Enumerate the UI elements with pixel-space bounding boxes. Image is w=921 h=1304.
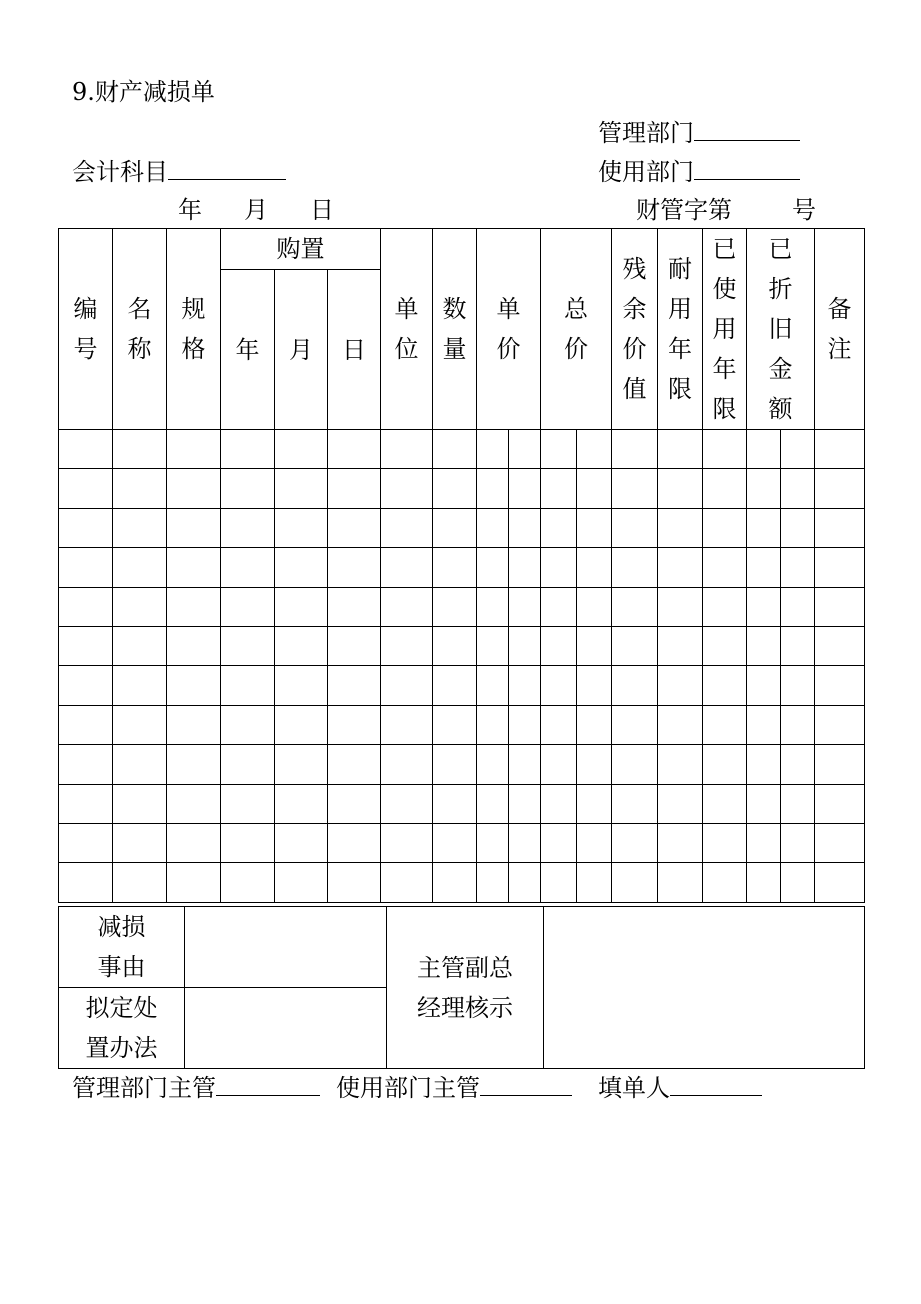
table-cell[interactable] xyxy=(381,587,433,626)
table-cell[interactable] xyxy=(433,508,477,547)
mgmt-supervisor-input[interactable] xyxy=(216,1073,320,1096)
table-cell[interactable] xyxy=(747,863,781,902)
table-cell[interactable] xyxy=(275,548,328,587)
table-cell[interactable] xyxy=(612,508,658,547)
table-cell[interactable] xyxy=(477,508,509,547)
table-cell[interactable] xyxy=(658,745,703,784)
table-cell[interactable] xyxy=(167,508,221,547)
table-cell[interactable] xyxy=(113,548,167,587)
table-cell[interactable] xyxy=(703,548,747,587)
acct-subject-input[interactable] xyxy=(168,157,286,180)
table-cell[interactable] xyxy=(703,587,747,626)
table-cell[interactable] xyxy=(113,430,167,469)
table-cell[interactable] xyxy=(113,469,167,508)
table-cell[interactable] xyxy=(113,863,167,902)
table-cell[interactable] xyxy=(781,705,815,744)
table-cell[interactable] xyxy=(477,626,509,665)
table-cell[interactable] xyxy=(747,784,781,823)
table-cell[interactable] xyxy=(167,863,221,902)
header-no: 编 号 xyxy=(59,229,113,430)
table-cell[interactable] xyxy=(275,626,328,665)
table-cell[interactable] xyxy=(275,863,328,902)
table-cell[interactable] xyxy=(577,626,612,665)
table-cell[interactable] xyxy=(541,666,577,705)
table-cell[interactable] xyxy=(541,587,577,626)
mgmt-dept-label: 管理部门 xyxy=(598,119,694,147)
date-line xyxy=(178,196,334,224)
table-cell[interactable] xyxy=(433,745,477,784)
table-cell[interactable] xyxy=(781,863,815,902)
table-cell[interactable] xyxy=(221,508,275,547)
date-year: 年 xyxy=(178,196,202,224)
table-cell[interactable] xyxy=(781,469,815,508)
header-remark: 备 注 xyxy=(815,229,865,430)
disposal-label: 拟定处 置办法 xyxy=(59,988,185,1069)
table-cell[interactable] xyxy=(612,430,658,469)
table-cell[interactable] xyxy=(541,784,577,823)
table-row xyxy=(59,469,865,508)
table-row xyxy=(59,548,865,587)
table-cell[interactable] xyxy=(509,784,541,823)
table-row xyxy=(59,587,865,626)
table-cell[interactable] xyxy=(612,469,658,508)
date-month: 月 xyxy=(244,196,268,224)
table-cell[interactable] xyxy=(59,469,113,508)
table-cell[interactable] xyxy=(612,666,658,705)
table-cell[interactable] xyxy=(113,705,167,744)
table-cell[interactable] xyxy=(541,745,577,784)
table-cell[interactable] xyxy=(381,705,433,744)
reason-label: 减损 事由 xyxy=(59,907,185,988)
table-cell[interactable] xyxy=(747,430,781,469)
table-cell[interactable] xyxy=(747,508,781,547)
table-cell[interactable] xyxy=(275,430,328,469)
table-cell[interactable] xyxy=(113,784,167,823)
table-cell[interactable] xyxy=(781,548,815,587)
acct-subject-field xyxy=(72,157,286,186)
table-cell[interactable] xyxy=(328,626,381,665)
table-cell[interactable] xyxy=(658,508,703,547)
table-cell[interactable] xyxy=(381,823,433,862)
table-cell[interactable] xyxy=(747,587,781,626)
table-cell[interactable] xyxy=(328,548,381,587)
table-cell[interactable] xyxy=(59,587,113,626)
approval-input[interactable] xyxy=(544,907,865,1069)
table-cell[interactable] xyxy=(703,784,747,823)
table-cell[interactable] xyxy=(781,430,815,469)
header-qty: 数 量 xyxy=(433,229,477,430)
header-purchase: 购置 xyxy=(221,229,381,270)
table-cell[interactable] xyxy=(167,745,221,784)
table-cell[interactable] xyxy=(509,863,541,902)
table-cell[interactable] xyxy=(509,430,541,469)
table-cell[interactable] xyxy=(781,784,815,823)
table-cell[interactable] xyxy=(747,548,781,587)
table-cell[interactable] xyxy=(815,587,865,626)
table-cell[interactable] xyxy=(328,705,381,744)
table-cell[interactable] xyxy=(433,430,477,469)
table-cell[interactable] xyxy=(381,745,433,784)
table-cell[interactable] xyxy=(433,548,477,587)
table-cell[interactable] xyxy=(433,626,477,665)
table-cell[interactable] xyxy=(477,548,509,587)
table-cell[interactable] xyxy=(167,784,221,823)
table-cell[interactable] xyxy=(509,548,541,587)
table-cell[interactable] xyxy=(381,430,433,469)
header-depreciated-amount: 已 折 旧 金 额 xyxy=(747,229,815,430)
table-row xyxy=(59,508,865,547)
table-cell[interactable] xyxy=(541,705,577,744)
table-cell[interactable] xyxy=(509,626,541,665)
table-cell[interactable] xyxy=(781,823,815,862)
table-cell[interactable] xyxy=(477,823,509,862)
table-cell[interactable] xyxy=(658,548,703,587)
table-cell[interactable] xyxy=(221,823,275,862)
table-cell[interactable] xyxy=(381,508,433,547)
table-cell[interactable] xyxy=(815,626,865,665)
table-cell[interactable] xyxy=(221,666,275,705)
form-title: 9.财产减损单 xyxy=(72,78,215,106)
table-cell[interactable] xyxy=(703,626,747,665)
table-row xyxy=(59,666,865,705)
table-cell[interactable] xyxy=(433,587,477,626)
table-cell[interactable] xyxy=(113,745,167,784)
table-cell[interactable] xyxy=(658,469,703,508)
table-cell[interactable] xyxy=(221,745,275,784)
footer-signatures xyxy=(72,1073,762,1102)
table-cell[interactable] xyxy=(658,626,703,665)
table-cell[interactable] xyxy=(477,863,509,902)
table-row xyxy=(59,745,865,784)
table-cell[interactable] xyxy=(167,626,221,665)
table-cell[interactable] xyxy=(433,666,477,705)
table-cell[interactable] xyxy=(59,823,113,862)
table-cell[interactable] xyxy=(747,666,781,705)
table-cell[interactable] xyxy=(541,626,577,665)
mgmt-dept-field xyxy=(598,118,800,147)
filler-label: 填单人 xyxy=(598,1074,670,1102)
table-cell[interactable] xyxy=(328,508,381,547)
table-cell[interactable] xyxy=(781,587,815,626)
use-dept-input[interactable] xyxy=(694,157,800,180)
table-cell[interactable] xyxy=(221,784,275,823)
table-cell[interactable] xyxy=(612,705,658,744)
table-cell[interactable] xyxy=(167,705,221,744)
asset-loss-table xyxy=(58,228,865,903)
table-cell[interactable] xyxy=(167,469,221,508)
table-cell[interactable] xyxy=(658,823,703,862)
table-cell[interactable] xyxy=(509,745,541,784)
table-cell[interactable] xyxy=(113,587,167,626)
approval-section xyxy=(58,906,865,1069)
table-cell[interactable] xyxy=(328,863,381,902)
table-cell[interactable] xyxy=(747,705,781,744)
header-spec: 规 格 xyxy=(167,229,221,430)
table-cell[interactable] xyxy=(815,666,865,705)
acct-subject-label: 会计科目 xyxy=(72,158,168,186)
table-row xyxy=(59,823,865,862)
table-cell[interactable] xyxy=(577,430,612,469)
table-cell[interactable] xyxy=(577,469,612,508)
table-cell[interactable] xyxy=(541,469,577,508)
date-day: 日 xyxy=(310,196,334,224)
table-cell[interactable] xyxy=(275,666,328,705)
filler-input[interactable] xyxy=(670,1073,762,1096)
table-cell[interactable] xyxy=(658,587,703,626)
table-cell[interactable] xyxy=(815,469,865,508)
table-cell[interactable] xyxy=(221,430,275,469)
table-cell[interactable] xyxy=(703,508,747,547)
header-unit: 单 位 xyxy=(381,229,433,430)
table-cell[interactable] xyxy=(703,705,747,744)
table-cell[interactable] xyxy=(221,587,275,626)
table-cell[interactable] xyxy=(612,823,658,862)
table-cell[interactable] xyxy=(275,587,328,626)
table-cell[interactable] xyxy=(509,666,541,705)
table-cell[interactable] xyxy=(747,626,781,665)
table-cell[interactable] xyxy=(275,469,328,508)
table-cell[interactable] xyxy=(815,863,865,902)
table-cell[interactable] xyxy=(433,705,477,744)
table-cell[interactable] xyxy=(328,666,381,705)
table-cell[interactable] xyxy=(167,548,221,587)
table-cell[interactable] xyxy=(815,784,865,823)
table-cell[interactable] xyxy=(509,587,541,626)
table-cell[interactable] xyxy=(612,626,658,665)
doc-number-prefix: 财管字第 xyxy=(636,196,732,224)
table-cell[interactable] xyxy=(577,548,612,587)
table-cell[interactable] xyxy=(815,705,865,744)
header-total-price: 总 价 xyxy=(541,229,612,430)
table-cell[interactable] xyxy=(577,666,612,705)
table-cell[interactable] xyxy=(658,705,703,744)
table-cell[interactable] xyxy=(577,587,612,626)
table-cell[interactable] xyxy=(577,784,612,823)
table-cell[interactable] xyxy=(381,548,433,587)
table-cell[interactable] xyxy=(433,469,477,508)
table-row xyxy=(59,430,865,469)
table-cell[interactable] xyxy=(577,823,612,862)
table-cell[interactable] xyxy=(328,469,381,508)
table-cell[interactable] xyxy=(328,430,381,469)
table-cell[interactable] xyxy=(577,863,612,902)
table-cell[interactable] xyxy=(275,508,328,547)
header-purchase-year: 年 xyxy=(221,270,275,430)
table-cell[interactable] xyxy=(541,430,577,469)
table-row xyxy=(59,626,865,665)
table-cell[interactable] xyxy=(815,745,865,784)
table-cell[interactable] xyxy=(113,666,167,705)
table-cell[interactable] xyxy=(59,863,113,902)
header-residual-value: 残 余 价 值 xyxy=(612,229,658,430)
table-cell[interactable] xyxy=(381,469,433,508)
table-cell[interactable] xyxy=(658,666,703,705)
table-cell[interactable] xyxy=(221,863,275,902)
table-cell[interactable] xyxy=(815,508,865,547)
table-cell[interactable] xyxy=(477,705,509,744)
table-cell[interactable] xyxy=(815,823,865,862)
table-cell[interactable] xyxy=(703,430,747,469)
table-cell[interactable] xyxy=(328,823,381,862)
table-cell[interactable] xyxy=(433,823,477,862)
table-cell[interactable] xyxy=(477,784,509,823)
table-cell[interactable] xyxy=(328,745,381,784)
table-cell[interactable] xyxy=(509,508,541,547)
table-cell[interactable] xyxy=(509,705,541,744)
table-cell[interactable] xyxy=(167,823,221,862)
table-cell[interactable] xyxy=(541,823,577,862)
table-body xyxy=(59,430,865,903)
table-cell[interactable] xyxy=(747,823,781,862)
use-supervisor-input[interactable] xyxy=(480,1073,572,1096)
table-cell[interactable] xyxy=(781,745,815,784)
table-cell[interactable] xyxy=(815,430,865,469)
disposal-input[interactable] xyxy=(185,988,387,1069)
table-cell[interactable] xyxy=(477,587,509,626)
table-cell[interactable] xyxy=(658,430,703,469)
table-cell[interactable] xyxy=(167,587,221,626)
table-cell[interactable] xyxy=(477,666,509,705)
table-cell[interactable] xyxy=(577,508,612,547)
table-cell[interactable] xyxy=(509,469,541,508)
table-cell[interactable] xyxy=(815,548,865,587)
use-supervisor-label: 使用部门主管 xyxy=(336,1074,480,1102)
table-cell[interactable] xyxy=(703,863,747,902)
header-service-life: 耐 用 年 限 xyxy=(658,229,703,430)
use-dept-field xyxy=(598,157,800,186)
table-cell[interactable] xyxy=(541,548,577,587)
header-purchase-day: 日 xyxy=(328,270,381,430)
table-cell[interactable] xyxy=(275,823,328,862)
table-cell[interactable] xyxy=(275,784,328,823)
table-row xyxy=(59,863,865,902)
table-cell[interactable] xyxy=(59,705,113,744)
table-cell[interactable] xyxy=(59,430,113,469)
table-cell[interactable] xyxy=(612,863,658,902)
table-cell[interactable] xyxy=(747,745,781,784)
table-cell[interactable] xyxy=(59,548,113,587)
mgmt-dept-input[interactable] xyxy=(694,118,800,141)
table-cell[interactable] xyxy=(612,784,658,823)
table-cell[interactable] xyxy=(781,666,815,705)
table-cell[interactable] xyxy=(221,469,275,508)
header-unit-price: 单 价 xyxy=(477,229,541,430)
table-cell[interactable] xyxy=(433,784,477,823)
header-name: 名 称 xyxy=(113,229,167,430)
table-cell[interactable] xyxy=(477,745,509,784)
table-cell[interactable] xyxy=(328,784,381,823)
table-cell[interactable] xyxy=(381,863,433,902)
table-cell[interactable] xyxy=(113,626,167,665)
table-cell[interactable] xyxy=(658,784,703,823)
mgmt-supervisor-label: 管理部门主管 xyxy=(72,1074,216,1102)
table-cell[interactable] xyxy=(221,626,275,665)
table-cell[interactable] xyxy=(167,430,221,469)
table-cell[interactable] xyxy=(612,745,658,784)
reason-input[interactable] xyxy=(185,907,387,988)
table-cell[interactable] xyxy=(541,508,577,547)
table-cell[interactable] xyxy=(477,469,509,508)
table-cell[interactable] xyxy=(221,705,275,744)
table-cell[interactable] xyxy=(381,784,433,823)
table-cell[interactable] xyxy=(113,508,167,547)
approval-label: 主管副总 经理核示 xyxy=(387,907,544,1069)
table-cell[interactable] xyxy=(59,745,113,784)
table-cell[interactable] xyxy=(433,863,477,902)
table-cell[interactable] xyxy=(509,823,541,862)
table-row xyxy=(59,784,865,823)
doc-number xyxy=(636,196,816,224)
table-cell[interactable] xyxy=(167,666,221,705)
table-cell[interactable] xyxy=(59,508,113,547)
table-cell[interactable] xyxy=(703,469,747,508)
table-row xyxy=(59,705,865,744)
table-cell[interactable] xyxy=(541,863,577,902)
table-cell[interactable] xyxy=(477,430,509,469)
table-cell[interactable] xyxy=(221,548,275,587)
table-cell[interactable] xyxy=(703,745,747,784)
table-cell[interactable] xyxy=(59,666,113,705)
table-cell[interactable] xyxy=(275,745,328,784)
table-cell[interactable] xyxy=(381,626,433,665)
table-cell[interactable] xyxy=(781,508,815,547)
table-cell[interactable] xyxy=(703,666,747,705)
header-purchase-month: 月 xyxy=(275,270,328,430)
doc-number-suffix: 号 xyxy=(792,196,816,224)
table-cell[interactable] xyxy=(577,705,612,744)
table-cell[interactable] xyxy=(381,666,433,705)
table-cell[interactable] xyxy=(59,626,113,665)
table-cell[interactable] xyxy=(658,863,703,902)
use-dept-label: 使用部门 xyxy=(598,158,694,186)
table-cell[interactable] xyxy=(275,705,328,744)
table-cell[interactable] xyxy=(703,823,747,862)
table-cell[interactable] xyxy=(781,626,815,665)
table-cell[interactable] xyxy=(577,745,612,784)
table-cell[interactable] xyxy=(328,587,381,626)
table-cell[interactable] xyxy=(747,469,781,508)
table-cell[interactable] xyxy=(113,823,167,862)
table-cell[interactable] xyxy=(612,587,658,626)
table-cell[interactable] xyxy=(612,548,658,587)
header-used-years: 已 使 用 年 限 xyxy=(703,229,747,430)
table-cell[interactable] xyxy=(59,784,113,823)
